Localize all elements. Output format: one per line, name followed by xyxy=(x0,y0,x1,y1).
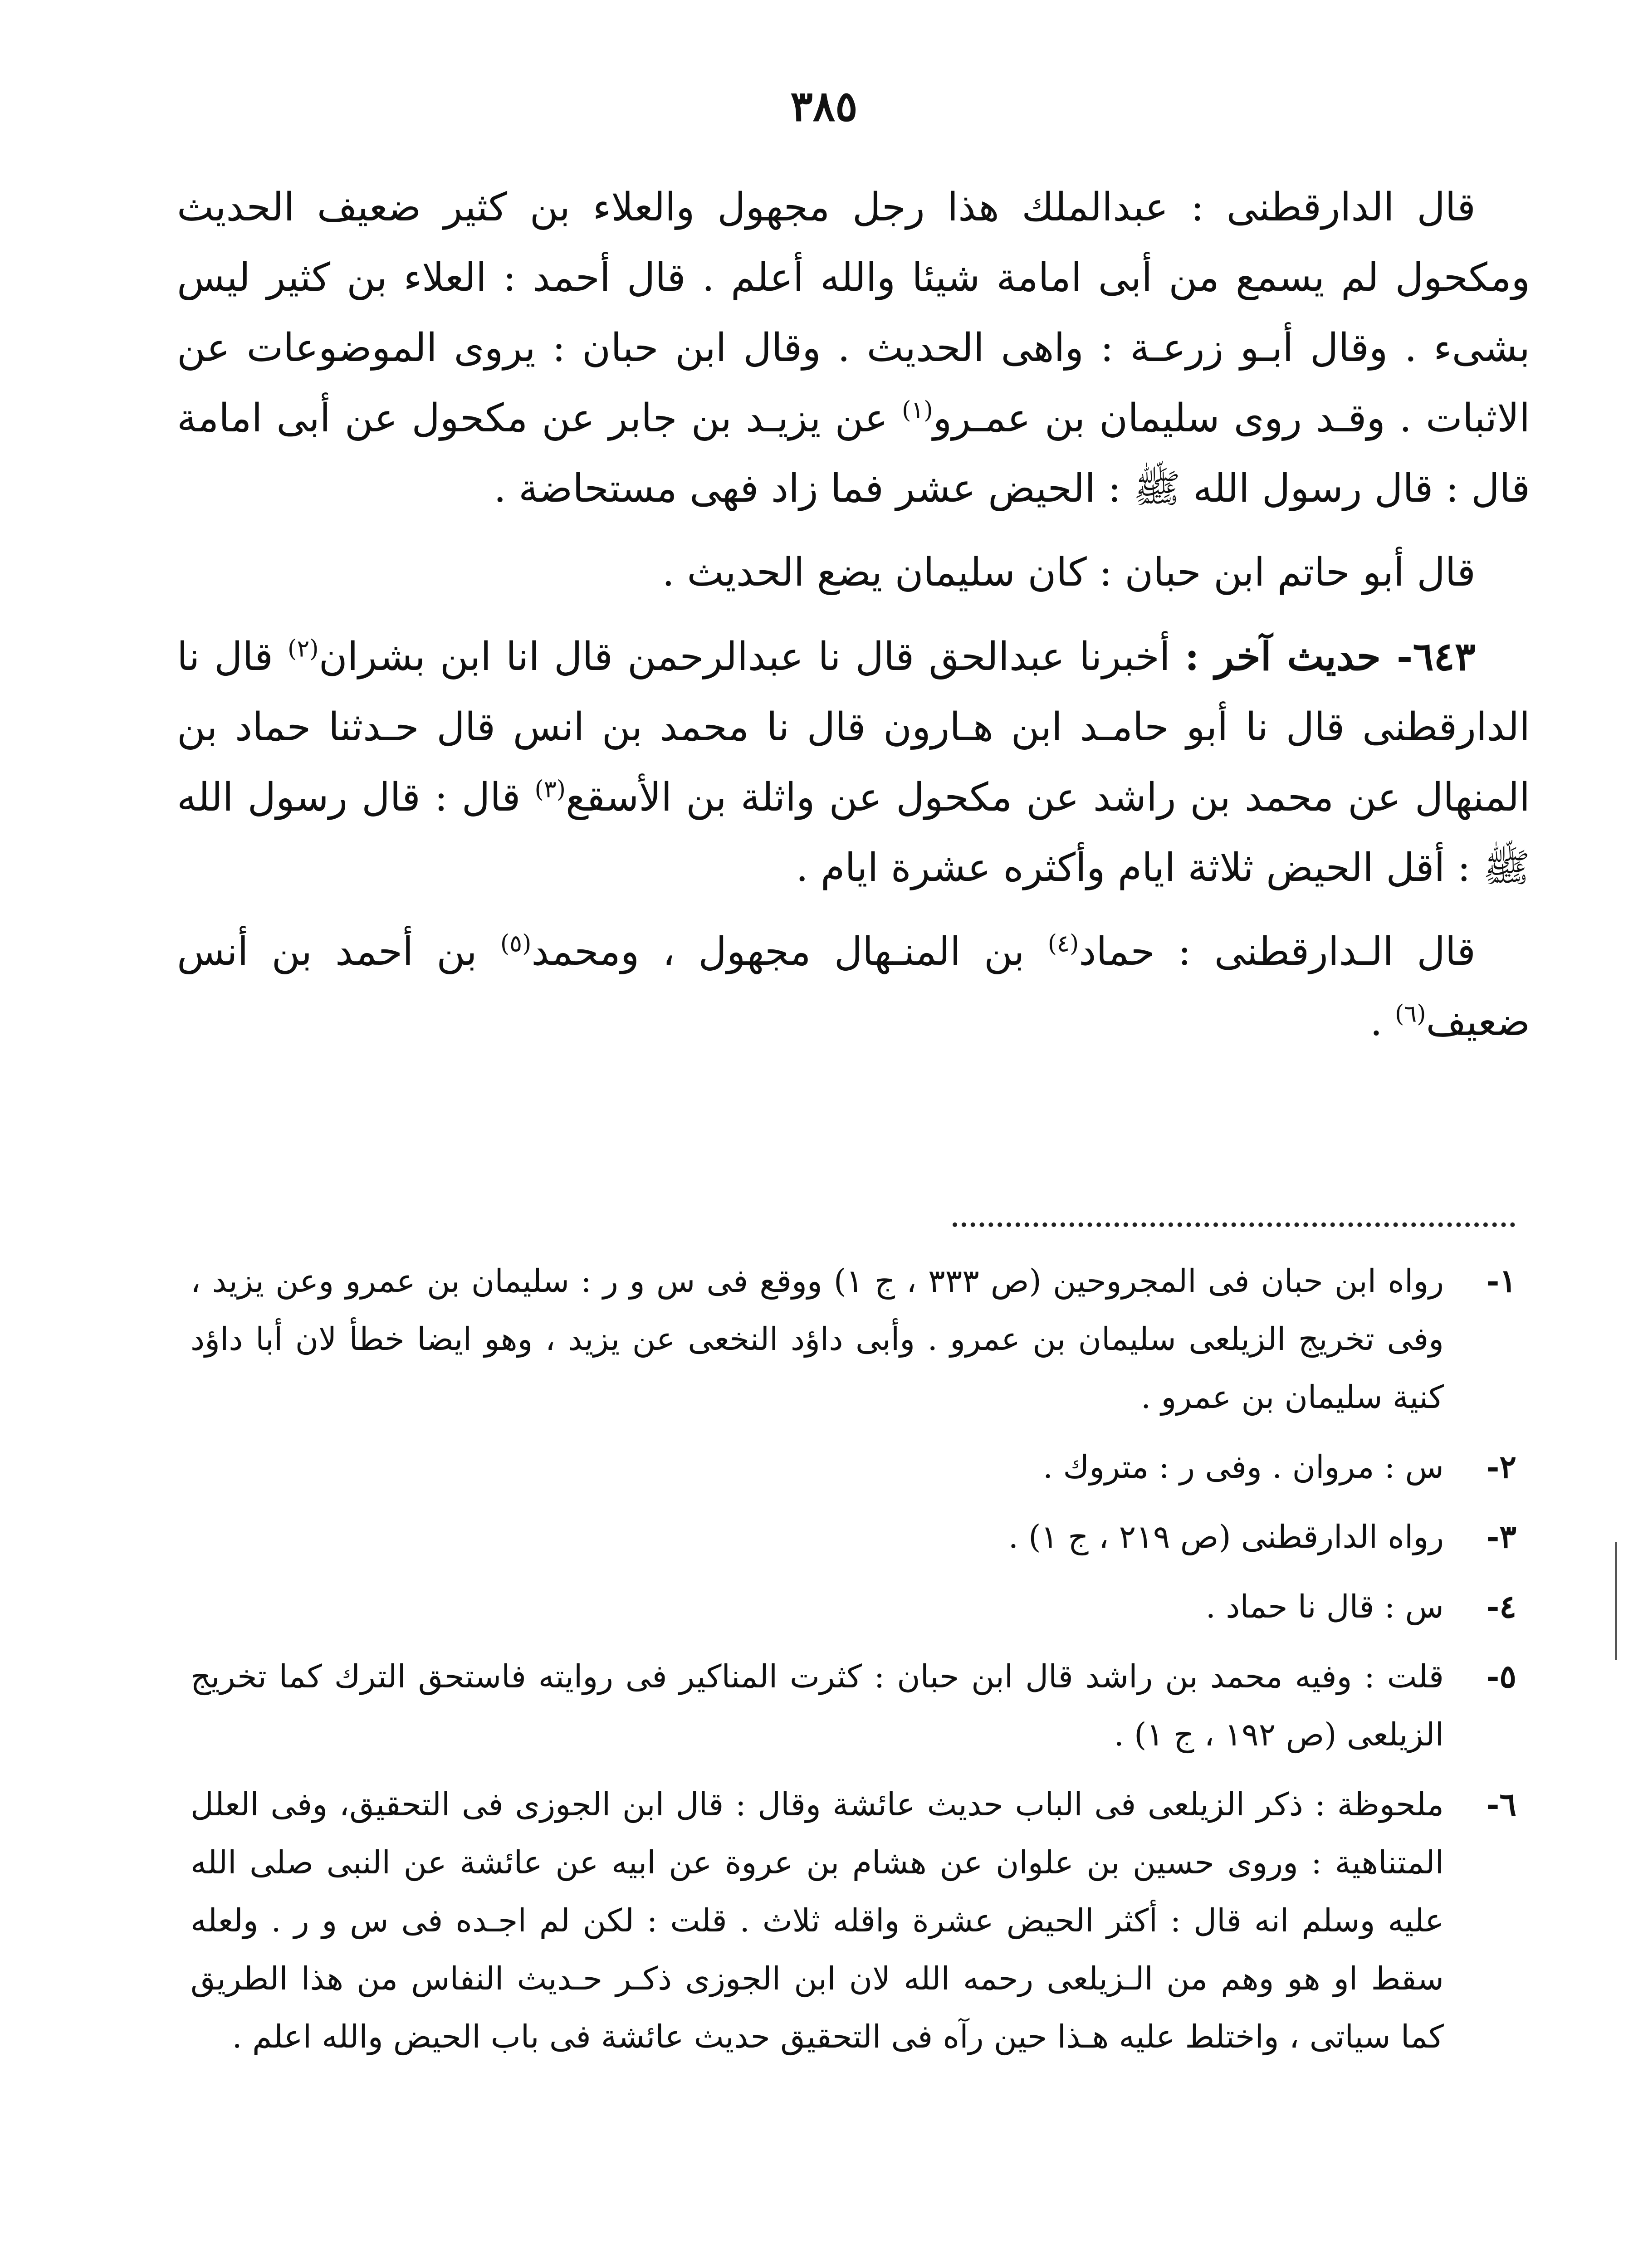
hadith-heading: ٦٤٣- حديث آخر : xyxy=(1184,634,1476,679)
paragraph-text: عن يزيـد بن جابر عن مكحول عن أبى امامة قال : قال رسول الله ﷺ : الحيض عشر فما زاد فهى مستحاضة . xyxy=(177,396,1530,511)
paragraph-2 xyxy=(177,538,1530,608)
footnote-ref[interactable]: (٤) xyxy=(1047,930,1079,958)
paragraph-text: قال الدارقطنى : عبدالملك هذا رجل مجهول والعلاء بن كثير ضعيف الحديث ومكحول لم يسمع من أبى امامة شيئا والله أعلم . قال أحمد : العلاء بن كثير ليس بشىء . وقال أبـو زرعـة : واهى الحديث . وقال ابن حبان : يروى الموضوعات عن الاثبات . وقـد روى سليمان بن عمـرو xyxy=(177,185,1531,441)
footnote-ref[interactable]: (٣) xyxy=(534,776,566,803)
paragraph-text: قال : قال رسول الله ﷺ : أقل الحيض ثلاثة ايام وأكثره عشرة ايام . xyxy=(177,775,1530,890)
footnote-5 xyxy=(191,1647,1516,1764)
paragraph-text: قال أبو حاتم ابن حبان : كان سليمان يضع الحديث . xyxy=(662,550,1476,595)
footnote-text: رواه ابن حبان فى المجروحين (ص ٣٣٣ ، ج ١) ووقع فى س و ر : سليمان بن عمرو وعن يزيد ، وفى تخريج الزيلعى سليمان بن عمرو . وأبى داؤد النخعى عن يزيد ، وهو ايضا خطأ لان أبا داؤد كنية سليمان بن عمرو . xyxy=(191,1262,1444,1416)
main-text xyxy=(177,172,1530,1071)
footnote-ref[interactable]: (٥) xyxy=(500,930,532,958)
footnote-number: ٦- xyxy=(1486,1785,1516,1823)
footnote-4 xyxy=(191,1578,1516,1636)
footnote-ref[interactable]: (١) xyxy=(902,396,933,424)
footnote-text: س : مروان . وفى ر : متروك . xyxy=(1042,1448,1444,1486)
paragraph-4 xyxy=(177,917,1530,1057)
footnote-number: ٢- xyxy=(1486,1448,1516,1486)
footnote-6 xyxy=(191,1775,1516,2066)
paragraph-text: أخبرنا عبدالحق قال نا عبدالرحمن قال انا ابن بشران xyxy=(318,634,1185,679)
paragraph-text: . xyxy=(1370,999,1395,1045)
footnote-3 xyxy=(191,1508,1516,1566)
footnote-1 xyxy=(191,1252,1516,1426)
footnote-text: ملحوظة : ذكر الزيلعى فى الباب حديث عائشة وقال : قال ابن الجوزى فى التحقيق، وفى العلل المتناهية : وروى حسين بن علوان عن هشام بن عروة عن ابيه عن عائشة عن النبى صلى الله عليه وسلم انه قال : أكثر الحيض عشرة واقله ثلاث . قلت : لكن لم اجـده فى س و ر . ولعله سقط او هو وهم من الـزيلعى رحمه الله لان ابن الجوزى ذكـر حـديث النفاس من هذا الطريق كما سياتى ، واختلط عليه هـذا حين رآه فى التحقيق حديث عائشة فى باب الحيض والله اعلم . xyxy=(191,1786,1444,2055)
footnote-text: قلت : وفيه محمد بن راشد قال ابن حبان : كثرت المناكير فى روايته فاستحق الترك كما تخريج الزيلعى (ص ١٩٢ ، ج ١) . xyxy=(191,1658,1444,1753)
paragraph-text: بن المنـهال مجهول ، ومحمد xyxy=(531,929,1048,974)
footnote-text: س : قال نا حماد . xyxy=(1205,1588,1444,1625)
footnote-ref[interactable]: (٦) xyxy=(1394,1000,1426,1028)
footnote-number: ١- xyxy=(1486,1262,1516,1300)
footnote-number: ٥- xyxy=(1486,1657,1516,1695)
footnote-2 xyxy=(191,1438,1516,1496)
paragraph-text: قال الـدارقطنى : حماد xyxy=(1079,929,1476,974)
footnotes xyxy=(191,1252,1516,2077)
paragraph-text: قال نا الدارقطنى قال نا أبو حامـد ابن هـارون قال نا محمد بن انس قال حـدثنا حماد بن المنهال عن محمد بن راشد عن مكحول عن واثلة بن الأسقع xyxy=(177,634,1530,820)
footnote-ref[interactable]: (٢) xyxy=(288,635,319,663)
footnote-number: ٤- xyxy=(1486,1588,1516,1625)
paragraph-1 xyxy=(177,172,1530,524)
page-number: ٣٨٥ xyxy=(790,82,858,131)
scan-edge-mark xyxy=(1615,1542,1617,1660)
footnote-number: ٣- xyxy=(1486,1518,1516,1555)
paragraph-text: بن أحمد بن أنس ضعيف xyxy=(177,929,1530,1045)
paragraph-3 xyxy=(177,621,1530,903)
footnote-divider xyxy=(953,1222,1515,1227)
footnote-text: رواه الدارقطنى (ص ٢١٩ ، ج ١) . xyxy=(1008,1518,1444,1555)
